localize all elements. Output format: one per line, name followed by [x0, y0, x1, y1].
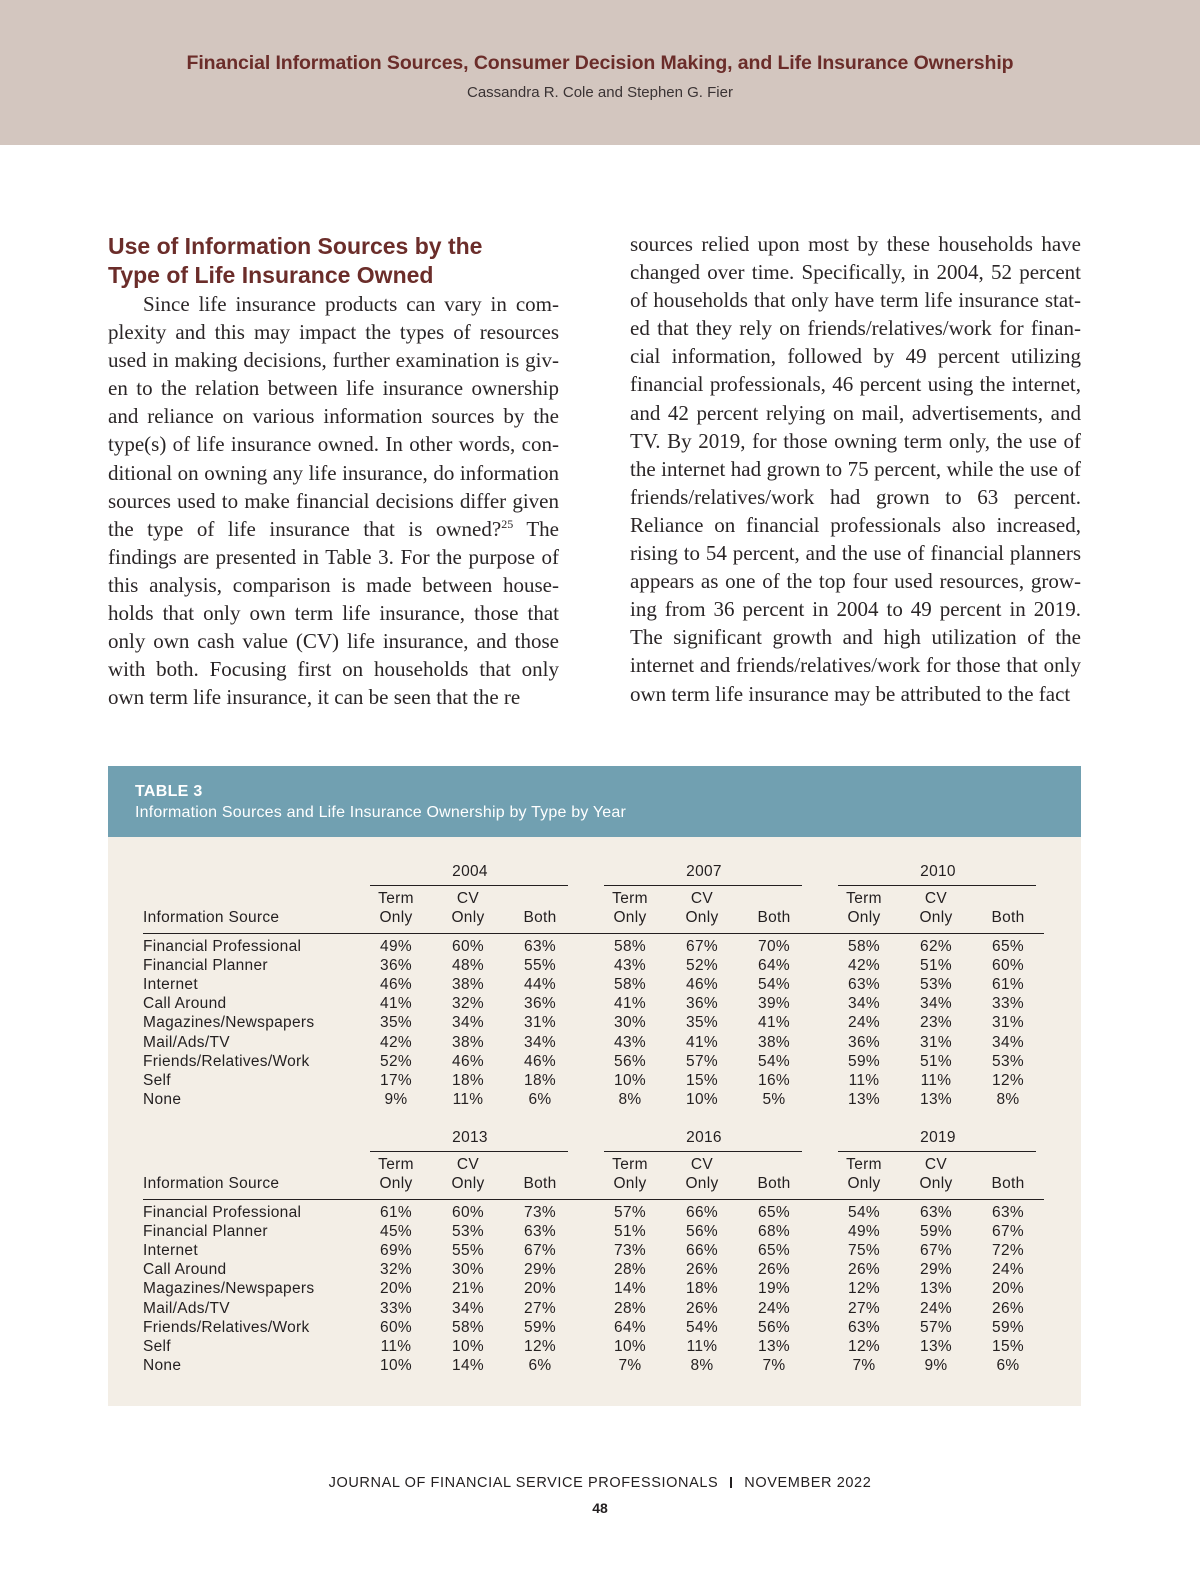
value-cell: 5%: [762, 1090, 786, 1108]
year-header-2013: 2013: [452, 1129, 488, 1146]
value-cell: 32%: [452, 995, 484, 1013]
value-cell: 26%: [992, 1299, 1024, 1317]
value-cell: 63%: [920, 1204, 952, 1221]
value-cell: 35%: [686, 1014, 718, 1032]
col-header-term-2010: Term: [846, 890, 882, 907]
row-label-source: None: [143, 1090, 182, 1108]
value-cell: 11%: [848, 1071, 880, 1089]
year-header-2004: 2004: [452, 863, 488, 880]
article-left-column: [108, 230, 559, 711]
value-cell: 36%: [524, 995, 556, 1013]
col-header-cv-2010: CV: [924, 890, 948, 907]
col-header-cv-only-2016: Only: [685, 1175, 719, 1192]
value-cell: 14%: [614, 1280, 646, 1298]
header-rule: [143, 1199, 1044, 1200]
body-paragraph-right: sources relied upon most by these households have changed over time. Specifically, in 2004, 52 percent of households that only have term life insurance stated that they rely on friends/relatives/work for financial information, followed by 49 percent utilizing financial professionals, 46 percent using the internet, and 42 percent relying on mail, advertisements, and TV. By 2019, for those owning term only, the use of the internet had grown to 75 percent, while the use of friends/relatives/work had grown to 63 percent. Reliance on financial professionals also increased, rising to 54 percent, and the use of financial planners appears as one of the top four used resources, growing from 36 percent in 2004 to 49 percent in 2019. The significant growth and high utilization of the internet and friends/relatives/work for those that only own term life insurance may be attributed to the fact: [630, 232, 1081, 706]
col-header-term-2016: Term: [612, 1156, 648, 1173]
value-cell: 62%: [920, 938, 952, 955]
page-number: 48: [592, 1500, 608, 1516]
value-cell: 6%: [528, 1090, 552, 1108]
value-cell: 60%: [452, 938, 484, 955]
section-heading-line-2: Type of Life Insurance Owned: [108, 262, 434, 288]
col-header-cv-2019: CV: [924, 1156, 948, 1173]
row-label-source: None: [143, 1356, 182, 1374]
value-cell: 8%: [618, 1090, 642, 1108]
col-header-term-only-2004: Only: [379, 909, 413, 926]
value-cell: 41%: [758, 1014, 790, 1032]
body-paragraph-left: [108, 290, 559, 711]
value-cell: 63%: [848, 976, 880, 994]
value-cell: 61%: [992, 976, 1024, 994]
value-cell: 8%: [996, 1090, 1020, 1108]
value-cell: 34%: [524, 1033, 556, 1051]
value-cell: 67%: [686, 938, 718, 955]
value-cell: 31%: [524, 1014, 556, 1032]
value-cell: 65%: [992, 938, 1024, 955]
row-label-source: Friends/Relatives/Work: [143, 1052, 310, 1070]
value-cell: 41%: [686, 1033, 718, 1051]
row-label-source: Call Around: [143, 995, 227, 1013]
table-3: [108, 766, 1081, 1406]
value-cell: 11%: [920, 1071, 952, 1089]
row-label-source: Magazines/Newspapers: [143, 1280, 315, 1298]
row-label-source: Mail/Ads/TV: [143, 1299, 230, 1317]
footer-separator: [730, 1477, 732, 1488]
value-cell: 16%: [758, 1071, 790, 1089]
value-cell: 23%: [920, 1014, 952, 1032]
row-label-source: Friends/Relatives/Work: [143, 1318, 310, 1336]
value-cell: 29%: [920, 1261, 952, 1279]
value-cell: 15%: [992, 1337, 1024, 1355]
value-cell: 53%: [992, 1052, 1024, 1070]
value-cell: 24%: [758, 1299, 790, 1317]
year-rule-2004: [370, 885, 568, 886]
col-header-cv-only-2004: Only: [451, 909, 485, 926]
value-cell: 58%: [614, 976, 646, 994]
col-header-term-only-2013: Only: [379, 1175, 413, 1192]
value-cell: 11%: [380, 1337, 412, 1355]
value-cell: 63%: [992, 1204, 1024, 1221]
value-cell: 6%: [996, 1356, 1020, 1374]
value-cell: 67%: [524, 1242, 556, 1260]
value-cell: 56%: [758, 1318, 790, 1336]
value-cell: 13%: [758, 1337, 790, 1355]
value-cell: 41%: [380, 995, 412, 1013]
col-header-cv-2016: CV: [690, 1156, 714, 1173]
table-caption: Information Sources and Life Insurance Ownership by Type by Year: [135, 804, 627, 821]
value-cell: 38%: [758, 1033, 790, 1051]
value-cell: 36%: [380, 957, 412, 975]
row-label-source: Self: [143, 1337, 171, 1355]
row-label-source: Financial Professional: [143, 1204, 302, 1221]
col-header-both-2010: Both: [991, 909, 1025, 926]
value-cell: 54%: [848, 1204, 880, 1221]
value-cell: 13%: [920, 1337, 952, 1355]
col-header-cv-2013: CV: [456, 1156, 480, 1173]
value-cell: 45%: [380, 1223, 412, 1241]
value-cell: 9%: [924, 1356, 948, 1374]
value-cell: 24%: [848, 1014, 880, 1032]
value-cell: 15%: [686, 1071, 718, 1089]
value-cell: 41%: [614, 995, 646, 1013]
col-header-cv-only-2013: Only: [451, 1175, 485, 1192]
value-cell: 7%: [762, 1356, 786, 1374]
row-label-source: Self: [143, 1071, 171, 1089]
value-cell: 54%: [686, 1318, 718, 1336]
year-rule-2013: [370, 1151, 568, 1152]
value-cell: 46%: [524, 1052, 556, 1070]
row-label-source: Financial Professional: [143, 938, 302, 955]
value-cell: 51%: [920, 957, 952, 975]
value-cell: 27%: [524, 1299, 556, 1317]
value-cell: 13%: [920, 1280, 952, 1298]
value-cell: 30%: [614, 1014, 646, 1032]
row-label-source: Magazines/Newspapers: [143, 1014, 315, 1032]
value-cell: 34%: [452, 1014, 484, 1032]
value-cell: 10%: [614, 1071, 646, 1089]
col-header-cv-2007: CV: [690, 890, 714, 907]
footer-journal-line: [0, 1475, 1200, 1491]
value-cell: 31%: [920, 1033, 952, 1051]
value-cell: 48%: [452, 957, 484, 975]
value-cell: 34%: [848, 995, 880, 1013]
value-cell: 12%: [848, 1337, 880, 1355]
value-cell: 60%: [380, 1318, 412, 1336]
value-cell: 13%: [848, 1090, 880, 1108]
value-cell: 28%: [614, 1261, 646, 1279]
col-header-term-only-2019: Only: [847, 1175, 881, 1192]
col-header-both-2019: Both: [991, 1175, 1025, 1192]
table-label: TABLE 3: [135, 783, 203, 800]
value-cell: 33%: [380, 1299, 412, 1317]
value-cell: 26%: [758, 1261, 790, 1279]
value-cell: 38%: [452, 1033, 484, 1051]
value-cell: 66%: [686, 1242, 718, 1260]
value-cell: 33%: [992, 995, 1024, 1013]
value-cell: 59%: [848, 1052, 880, 1070]
value-cell: 34%: [920, 995, 952, 1013]
value-cell: 29%: [524, 1261, 556, 1279]
value-cell: 7%: [618, 1356, 642, 1374]
value-cell: 67%: [992, 1223, 1024, 1241]
value-cell: 65%: [758, 1204, 790, 1221]
value-cell: 43%: [614, 1033, 646, 1051]
value-cell: 32%: [380, 1261, 412, 1279]
value-cell: 21%: [452, 1280, 484, 1298]
running-header-title: Financial Information Sources, Consumer Decision Making, and Life Insurance Ownership: [186, 52, 1014, 74]
value-cell: 59%: [992, 1318, 1024, 1336]
value-cell: 26%: [686, 1261, 718, 1279]
row-label-source: Mail/Ads/TV: [143, 1033, 230, 1051]
row-label-source: Internet: [143, 976, 198, 994]
row-header-information-source: Information Source: [143, 909, 280, 926]
value-cell: 26%: [848, 1261, 880, 1279]
footnote-reference[interactable]: 25: [501, 516, 514, 531]
table-panel-2: [108, 1118, 1081, 1374]
value-cell: 31%: [992, 1014, 1024, 1032]
value-cell: 46%: [452, 1052, 484, 1070]
row-label-source: Financial Planner: [143, 957, 268, 975]
col-header-cv-2004: CV: [456, 890, 480, 907]
value-cell: 56%: [686, 1223, 718, 1241]
table-title-bar: [108, 766, 1081, 837]
year-rule-2019: [838, 1151, 1036, 1152]
running-header-authors: Cassandra R. Cole and Stephen G. Fier: [467, 84, 733, 101]
value-cell: 60%: [992, 957, 1024, 975]
value-cell: 18%: [524, 1071, 556, 1089]
col-header-both-2016: Both: [757, 1175, 791, 1192]
value-cell: 35%: [380, 1014, 412, 1032]
value-cell: 46%: [380, 976, 412, 994]
value-cell: 19%: [758, 1280, 790, 1298]
col-header-term-2007: Term: [612, 890, 648, 907]
year-rule-2010: [838, 885, 1036, 886]
value-cell: 66%: [686, 1204, 718, 1221]
value-cell: 34%: [992, 1033, 1024, 1051]
value-cell: 36%: [848, 1033, 880, 1051]
value-cell: 20%: [380, 1280, 412, 1298]
col-header-cv-only-2010: Only: [919, 909, 953, 926]
year-header-2010: 2010: [920, 863, 956, 880]
value-cell: 11%: [452, 1090, 484, 1108]
value-cell: 64%: [614, 1318, 646, 1336]
value-cell: 12%: [848, 1280, 880, 1298]
value-cell: 18%: [686, 1280, 718, 1298]
col-header-term-2004: Term: [378, 890, 414, 907]
value-cell: 52%: [686, 957, 718, 975]
value-cell: 68%: [758, 1223, 790, 1241]
col-header-cv-only-2019: Only: [919, 1175, 953, 1192]
value-cell: 28%: [614, 1299, 646, 1317]
value-cell: 34%: [452, 1299, 484, 1317]
value-cell: 49%: [380, 938, 412, 955]
article-right-column: [630, 230, 1081, 708]
header-rule: [143, 933, 1044, 934]
col-header-term-2013: Term: [378, 1156, 414, 1173]
value-cell: 12%: [992, 1071, 1024, 1089]
col-header-term-2019: Term: [846, 1156, 882, 1173]
value-cell: 51%: [920, 1052, 952, 1070]
value-cell: 20%: [992, 1280, 1024, 1298]
value-cell: 75%: [848, 1242, 880, 1260]
value-cell: 57%: [920, 1318, 952, 1336]
value-cell: 39%: [758, 995, 790, 1013]
col-header-both-2007: Both: [757, 909, 791, 926]
value-cell: 65%: [758, 1242, 790, 1260]
value-cell: 58%: [848, 938, 880, 955]
value-cell: 44%: [524, 976, 556, 994]
value-cell: 59%: [920, 1223, 952, 1241]
value-cell: 53%: [920, 976, 952, 994]
value-cell: 64%: [758, 957, 790, 975]
year-rule-2007: [604, 885, 802, 886]
value-cell: 38%: [452, 976, 484, 994]
value-cell: 54%: [758, 1052, 790, 1070]
row-header-information-source: Information Source: [143, 1175, 280, 1192]
value-cell: 63%: [848, 1318, 880, 1336]
value-cell: 10%: [452, 1337, 484, 1355]
section-heading-line-1: Use of Information Sources by the: [108, 233, 483, 259]
value-cell: 9%: [384, 1090, 408, 1108]
value-cell: 73%: [524, 1204, 556, 1221]
value-cell: 6%: [528, 1356, 552, 1374]
footer-issue-date: NOVEMBER 2022: [744, 1475, 872, 1491]
value-cell: 27%: [848, 1299, 880, 1317]
value-cell: 49%: [848, 1223, 880, 1241]
year-header-2007: 2007: [686, 863, 722, 880]
value-cell: 54%: [758, 976, 790, 994]
value-cell: 18%: [452, 1071, 484, 1089]
value-cell: 42%: [380, 1033, 412, 1051]
value-cell: 72%: [992, 1242, 1024, 1260]
col-header-both-2004: Both: [523, 909, 557, 926]
body-text-before-footnote: Since life insurance products can vary in complexity and this may impact the types of resources used in making decisions, further examination is given to the relation between life insurance ownership and reliance on various information sources by the type(s) of life insurance owned. In other words, conditional on owning any life insurance, do information sources used to make financial decisions differ given the type of life insurance that is owned?: [108, 292, 559, 541]
col-header-term-only-2007: Only: [613, 909, 647, 926]
value-cell: 30%: [452, 1261, 484, 1279]
value-cell: 52%: [380, 1052, 412, 1070]
value-cell: 20%: [524, 1280, 556, 1298]
col-header-term-only-2010: Only: [847, 909, 881, 926]
value-cell: 42%: [848, 957, 880, 975]
body-text-after-footnote: The findings are presented in Table 3. For the purpose of this analysis, comparison is made between households that only own term life insurance, those that only own cash value (CV) life insurance, and those with both. Focusing first on households that only own term life insurance, it can be seen that the re: [108, 516, 559, 710]
value-cell: 10%: [614, 1337, 646, 1355]
value-cell: 53%: [452, 1223, 484, 1241]
value-cell: 55%: [524, 957, 556, 975]
value-cell: 57%: [686, 1052, 718, 1070]
col-header-term-only-2016: Only: [613, 1175, 647, 1192]
value-cell: 8%: [690, 1356, 714, 1374]
year-rule-2016: [604, 1151, 802, 1152]
value-cell: 14%: [452, 1356, 484, 1374]
value-cell: 57%: [614, 1204, 646, 1221]
value-cell: 61%: [380, 1204, 412, 1221]
row-label-source: Financial Planner: [143, 1223, 268, 1241]
value-cell: 67%: [920, 1242, 952, 1260]
value-cell: 63%: [524, 938, 556, 955]
col-header-cv-only-2007: Only: [685, 909, 719, 926]
value-cell: 69%: [380, 1242, 412, 1260]
col-header-both-2013: Both: [523, 1175, 557, 1192]
table-panel-1: [108, 852, 1081, 1108]
value-cell: 59%: [524, 1318, 556, 1336]
value-cell: 58%: [614, 938, 646, 955]
value-cell: 63%: [524, 1223, 556, 1241]
value-cell: 46%: [686, 976, 718, 994]
row-label-source: Call Around: [143, 1261, 227, 1279]
value-cell: 26%: [686, 1299, 718, 1317]
value-cell: 36%: [686, 995, 718, 1013]
value-cell: 10%: [380, 1356, 412, 1374]
value-cell: 24%: [920, 1299, 952, 1317]
value-cell: 10%: [686, 1090, 718, 1108]
value-cell: 11%: [686, 1337, 718, 1355]
value-cell: 55%: [452, 1242, 484, 1260]
footer-journal-name: JOURNAL OF FINANCIAL SERVICE PROFESSIONALS: [328, 1475, 719, 1491]
row-label-source: Internet: [143, 1242, 198, 1260]
value-cell: 51%: [614, 1223, 646, 1241]
value-cell: 60%: [452, 1204, 484, 1221]
year-header-2019: 2019: [920, 1129, 956, 1146]
section-heading: [108, 232, 559, 290]
value-cell: 70%: [758, 938, 790, 955]
value-cell: 7%: [852, 1356, 876, 1374]
year-header-2016: 2016: [686, 1129, 722, 1146]
value-cell: 58%: [452, 1318, 484, 1336]
value-cell: 24%: [992, 1261, 1024, 1279]
value-cell: 56%: [614, 1052, 646, 1070]
value-cell: 73%: [614, 1242, 646, 1260]
value-cell: 17%: [380, 1071, 412, 1089]
value-cell: 43%: [614, 957, 646, 975]
value-cell: 12%: [524, 1337, 556, 1355]
value-cell: 13%: [920, 1090, 952, 1108]
